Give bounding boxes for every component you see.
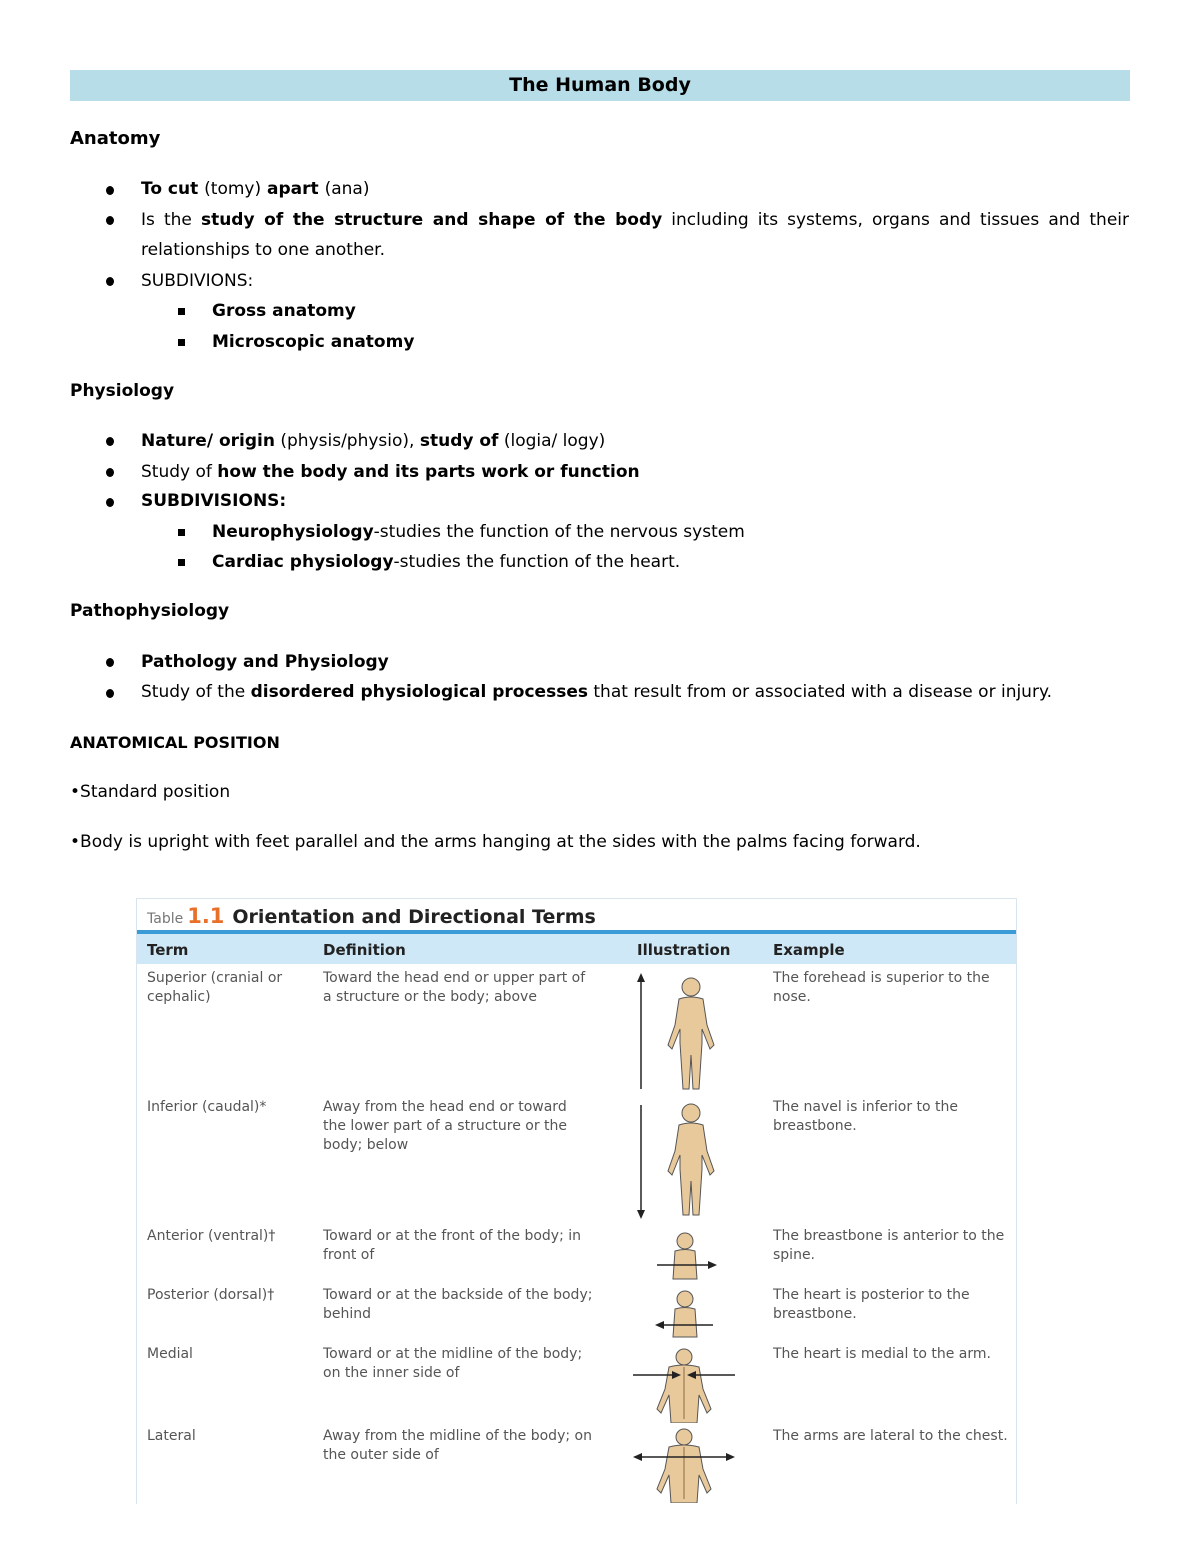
square-bullet-icon	[178, 559, 185, 566]
table-cell-definition: Away from the midline of the body; on the outer side of	[323, 1428, 592, 1463]
bullet-icon	[106, 437, 114, 446]
table-cell-example: The arms are lateral to the chest.	[773, 1428, 1008, 1444]
anatomy-sub-2: Microscopic anatomy	[212, 332, 415, 352]
table-cell-example: The forehead is superior to the nose.	[773, 970, 990, 1005]
anatomical-position-p1: •Standard position	[70, 782, 231, 802]
pathophysiology-bullet-2: Study of the disordered physiological processes that result from or associated with a disease or injury.	[141, 682, 1052, 702]
bullet-icon	[106, 689, 114, 698]
table-header-example: Example	[773, 941, 845, 959]
posterior-body-illustration	[651, 1287, 721, 1341]
table-cell-definition: Toward or at the front of the body; in front of	[323, 1228, 582, 1263]
table-header-term: Term	[147, 941, 189, 959]
table-cell-term: Posterior (dorsal)†	[147, 1287, 275, 1303]
table-cell-example: The heart is medial to the arm.	[773, 1346, 991, 1362]
medial-body-illustration	[631, 1347, 737, 1423]
anatomy-sub-1: Gross anatomy	[212, 301, 356, 321]
anatomy-bullet-2-cont: relationships to one another.	[141, 240, 386, 260]
table-cell-example: The heart is posterior to the breastbone.	[773, 1287, 970, 1322]
physiology-sub-2: Cardiac physiology-studies the function of the heart.	[212, 552, 681, 572]
bullet-icon	[106, 498, 114, 507]
table-cell-term: Anterior (ventral)†	[147, 1228, 276, 1244]
anatomy-heading: Anatomy	[70, 128, 161, 149]
lateral-body-illustration	[631, 1427, 737, 1503]
table-cell-term: Inferior (caudal)*	[147, 1099, 267, 1115]
inferior-body-illustration	[631, 1101, 741, 1221]
anatomy-bullet-1: To cut (tomy) apart (ana)	[141, 179, 370, 199]
superior-body-illustration	[631, 973, 741, 1093]
anatomical-position-p2: •Body is upright with feet parallel and the arms hanging at the sides with the palms facing forward.	[70, 832, 921, 852]
anatomical-position-heading: ANATOMICAL POSITION	[70, 733, 280, 752]
page-title: The Human Body	[70, 70, 1130, 101]
table-header-illustration: Illustration	[637, 941, 731, 959]
bullet-icon	[106, 277, 114, 286]
bullet-icon	[106, 186, 114, 195]
table-cell-definition: Toward or at the backside of the body; behind	[323, 1287, 593, 1322]
table-cell-definition: Toward or at the midline of the body; on the inner side of	[323, 1346, 583, 1381]
bullet-icon	[106, 658, 114, 667]
anatomy-bullet-3: SUBDIVIONS:	[141, 271, 254, 291]
table-cell-definition: Away from the head end or toward the lower part of a structure or the body; below	[323, 1099, 568, 1153]
table-cell-term: Medial	[147, 1346, 193, 1362]
table-cell-example: The breastbone is anterior to the spine.	[773, 1228, 1005, 1263]
table-caption: Table 1.1 Orientation and Directional Terms	[147, 904, 596, 928]
table-number: 1.1	[187, 904, 225, 928]
square-bullet-icon	[178, 339, 185, 346]
square-bullet-icon	[178, 529, 185, 536]
table-title: Orientation and Directional Terms	[232, 906, 596, 928]
pathophysiology-heading: Pathophysiology	[70, 601, 230, 621]
physiology-sub-1: Neurophysiology-studies the function of the nervous system	[212, 522, 745, 542]
table-header-definition: Definition	[323, 941, 406, 959]
anatomy-bullet-2: Is the study of the structure and shape of the body including its systems, organs and tissues and their	[141, 210, 1129, 230]
table-header-row	[137, 934, 1016, 964]
pathophysiology-bullet-1: Pathology and Physiology	[141, 652, 389, 672]
square-bullet-icon	[178, 308, 185, 315]
physiology-bullet-2: Study of how the body and its parts work or function	[141, 462, 640, 482]
bullet-icon	[106, 468, 114, 477]
bullet-icon	[106, 216, 114, 225]
table-cell-term: Lateral	[147, 1428, 196, 1444]
physiology-heading: Physiology	[70, 381, 175, 401]
table-cell-term: Superior (cranial or cephalic)	[147, 970, 283, 1005]
anterior-body-illustration	[651, 1229, 721, 1283]
table-cell-example: The navel is inferior to the breastbone.	[773, 1099, 959, 1134]
physiology-bullet-3: SUBDIVISIONS:	[141, 491, 287, 511]
table-cell-definition: Toward the head end or upper part of a structure or the body; above	[323, 970, 586, 1005]
physiology-bullet-1: Nature/ origin (physis/physio), study of (logia/ logy)	[141, 431, 606, 451]
directional-terms-table	[136, 898, 1017, 1504]
